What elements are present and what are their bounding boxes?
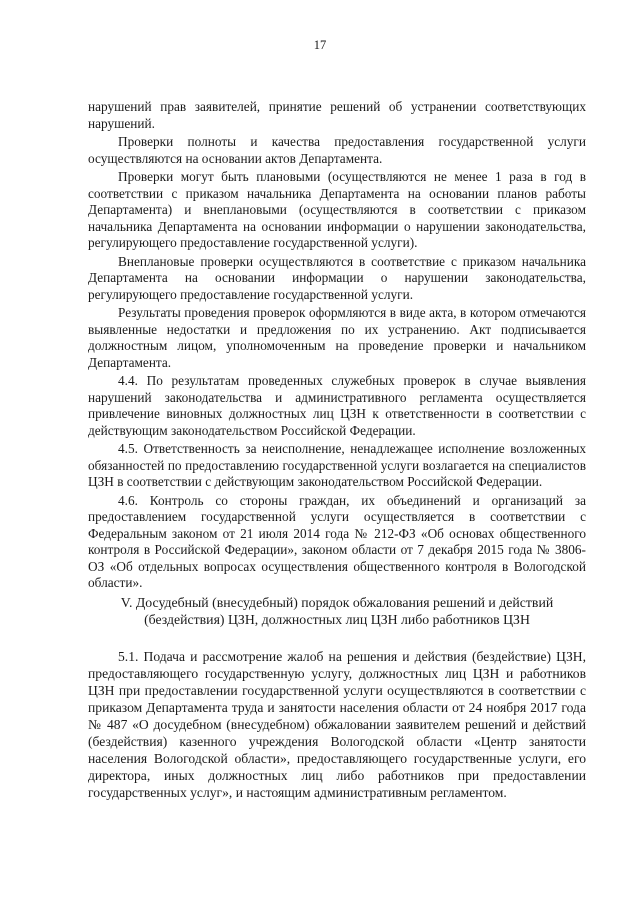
paragraph-continuation: нарушений прав заявителей, принятие решений об устранении соответствующих нарушений. [88,99,586,131]
paragraph-unplanned-inspections: Внеплановые проверки осуществляются в соответствие с приказом начальника Департамента на основании информации о нарушении законодательства, регулирующего предоставление государственной услуги. [88,253,586,302]
paragraph-4-4: 4.4. По результатам проведенных служебных проверок в случае выявления нарушений законодательства и административного регламента осуществляется привлечение виновных должностных лиц ЦЗН к ответственности в соответствии с действующим законодательством Российской Федерации. [88,373,586,438]
paragraph-4-6: 4.6. Контроль со стороны граждан, их объединений и организаций за предоставлением государственной услуги осуществляется в соответствии с Федеральным законом от 21 июля 2014 года № 212-ФЗ «Об основах общественного контроля в Российской Федерации», законом области от 7 декабря 2015 года № 3806-ОЗ «Об отдельных вопросах осуществления общественного контроля в Вологодской области». [88,492,586,590]
paragraph-planned-inspections: Проверки могут быть плановыми (осуществляются не менее 1 раза в год в соответствии с приказом начальника Департамента на основании планов работы Департамента) и внеплановыми (осуществляются в соответствии с приказом начальника Департамента на основании информации о нарушении законодательства, регулирующего предоставление государственной услуги). [88,169,586,250]
paragraph-inspection-results: Результаты проведения проверок оформляются в виде акта, в котором отмечаются выявленные недостатки и предложения по их устранению. Акт подписывается должностным лицом, уполномоченным на проведение проверки и начальником Департамента. [88,305,586,370]
document-body [88,99,586,801]
paragraph-5-1: 5.1. Подача и рассмотрение жалоб на решения и действия (бездействие) ЦЗН, предоставляющего государственную услугу, должностных лиц ЦЗН и работников ЦЗН при предоставлении государственной услуги осуществляются в соответствии с приказом Департамента труда и занятости населения области от 24 ноября 2017 года № 487 «О досудебном (внесудебном) обжаловании заявителем решений и действий (бездействия) казенного учреждения Вологодской области «Центр занятости населения Вологодской области», предоставляющего государственные услуги, его директора, иных должностных лиц либо работников при предоставлении государственных услуг», и настоящим административным регламентом. [88,648,586,800]
paragraph-4-5: 4.5. Ответственность за неисполнение, ненадлежащее исполнение возложенных обязанностей по предоставлению государственной услуги возлагается на специалистов ЦЗН в соответствии с действующим законодательством Российской Федерации. [88,441,586,489]
page-number: 17 [313,38,327,52]
paragraph-inspection-basis: Проверки полноты и качества предоставления государственной услуги осуществляются на основании актов Департамента. [88,134,586,166]
section-v-title: V. Досудебный (внесудебный) порядок обжалования решений и действий (бездействия) ЦЗН, должностных лиц ЦЗН либо работников ЦЗН [120,594,554,627]
